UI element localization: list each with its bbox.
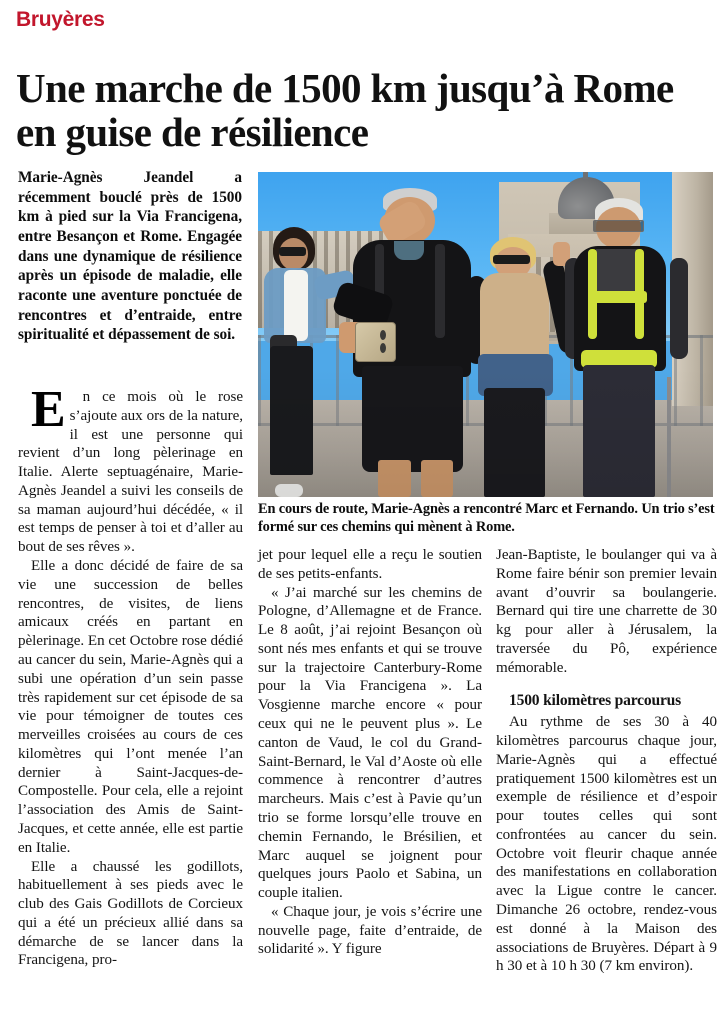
chest-strap [591, 291, 647, 303]
section-subheading: 1500 kilomètres parcourus [509, 692, 682, 710]
legs [583, 365, 654, 497]
paragraph: « Chaque jour, je vois s’écrire une nouvelle page, faite d’entraide, de solidarité ». Y figure [258, 903, 482, 958]
article-kicker-location: Bruyères [16, 8, 105, 31]
article-headline: Une marche de 1500 km jusqu’à Rome en guise de résilience [16, 65, 674, 156]
white-top [284, 270, 308, 340]
bystander-blonde-woman [467, 237, 572, 497]
body-column-2 [258, 546, 482, 959]
article-photo [258, 172, 713, 497]
beige-top [480, 273, 549, 361]
smartphone-icon [355, 322, 396, 361]
camera-lens [380, 330, 386, 340]
legs [484, 388, 545, 497]
photo-scene [258, 172, 713, 497]
shorts [362, 366, 464, 472]
backpack-right [670, 258, 688, 360]
paragraph: En ce mois où le rose s’ajoute aux ors de la nature, il est une personne qui revient d’un long pèlerinage en Italie. Alerte septuagénaire, Marie-Agnès Jeandel a suivi les conseils de sa maman aujourd’hui décédée, « il est temps de penser à toi et d’aller au bout de ses rêves ». [18, 381, 243, 556]
photo-caption: En cours de route, Marie-Agnès a rencontré Marc et Fernando. Un trio s’est formé sur ces chemins qui mènent à Rome. [258, 501, 715, 536]
eyeglasses-icon [593, 220, 643, 232]
body-column-1 [18, 381, 243, 970]
sunglasses-icon [279, 247, 306, 255]
body-column-3 [496, 546, 717, 976]
paragraph: Elle a donc décidé de faire de sa vie une succession de belles rencontres, de visites, de liens amicaux créés en partant en pèlerinage. En cet Octobre rose dédié au cancer du sein, Marie-Agnès qui a subi une opération d’un sein passe très rapidement sur cet épisode de sa vie pour témoigner de toutes ces merveilles croisées au cours de ces kilomètres qui l’ont menée l’an dernier à Saint-Jacques-de-Compostelle. Pour cela, elle a rejoint l’association des Amis de Saint-Jacques, et cette année, elle est partie en Italie. [18, 558, 243, 856]
article-lead-paragraph: Marie-Agnès Jeandel a récemment bouclé près de 1500 km à pied sur la Via Francigena, entre Besançon et Rome. Engagée dans une dynamique de résilience après un épisode de maladie, elle raconte une aventure ponctuée de rencontres et d’entraide, entre spiritualité et dépassement de soi. [18, 169, 242, 344]
shoe [275, 484, 302, 497]
leg [378, 460, 411, 497]
paragraph: « J’ai marché sur les chemins de Pologne, d’Allemagne et de France. Le 8 août, j’ai rejoint Besançon où sont nés mes enfants et qui se trouve sur la trajectoire Canterbury-Rome pour la Via Francigena ». La Vosgienne marche encore « pour ceux qui ne le peuvent plus ». Le canton de Vaud, le col du Grand-Saint-Bernard, le Val d’Aoste où elle commence à rencontrer d’autres marcheurs. Mais c’est à Pavie qu’un trio se forme lorsqu’elle trouve en chemin Fernando, le Brésilien, et Marc auquel se joignent pour quelques jours Paolo et Sabina, un couple italien. [258, 584, 482, 902]
pilgrim-marie-agnes [563, 198, 690, 497]
leg [421, 460, 454, 497]
paragraph: Elle a chaussé les godillots, habituellement à ses pieds avec le club des Gais Godillots de Corcieux qui a été un précieux allié dans sa démarche de se lancer dans la Francigena, pro- [18, 858, 243, 969]
paragraph: Au rythme de ses 30 à 40 kilomètres parcourus chaque jour, Marie-Agnès qui a effectué pratiquement 1500 kilomètres est un exemple de résilience et d’espoir pour toutes celles qui sont confrontées au cancer du sein. Octobre voit fleurir chaque année des manifestations en collaboration avec la Ligue contre le cancer. Dimanche 26 octobre, rendez-vous est donné à la Maison des associations de Bruyères. Départ à 9 h 30 et à 10 h 30 (7 km environ). [496, 714, 717, 975]
paragraph: jet pour lequel elle a reçu le soutien de ses petits-enfants. [258, 547, 482, 582]
legs [270, 346, 314, 475]
paragraph: Jean-Baptiste, le boulanger qui va à Rome faire bénir son premier levain avant d’ouvrir sa boulangerie. Bernard qui tire une charrette de 30 kg pour aller à Jérusalem, la traversée du Pô, expérience mémorable. [496, 547, 717, 676]
camera-lens [380, 343, 386, 353]
backpack-strap-right [435, 244, 445, 338]
collar [394, 241, 423, 260]
sunglasses-icon [493, 255, 530, 263]
trekking-pole [667, 377, 671, 497]
